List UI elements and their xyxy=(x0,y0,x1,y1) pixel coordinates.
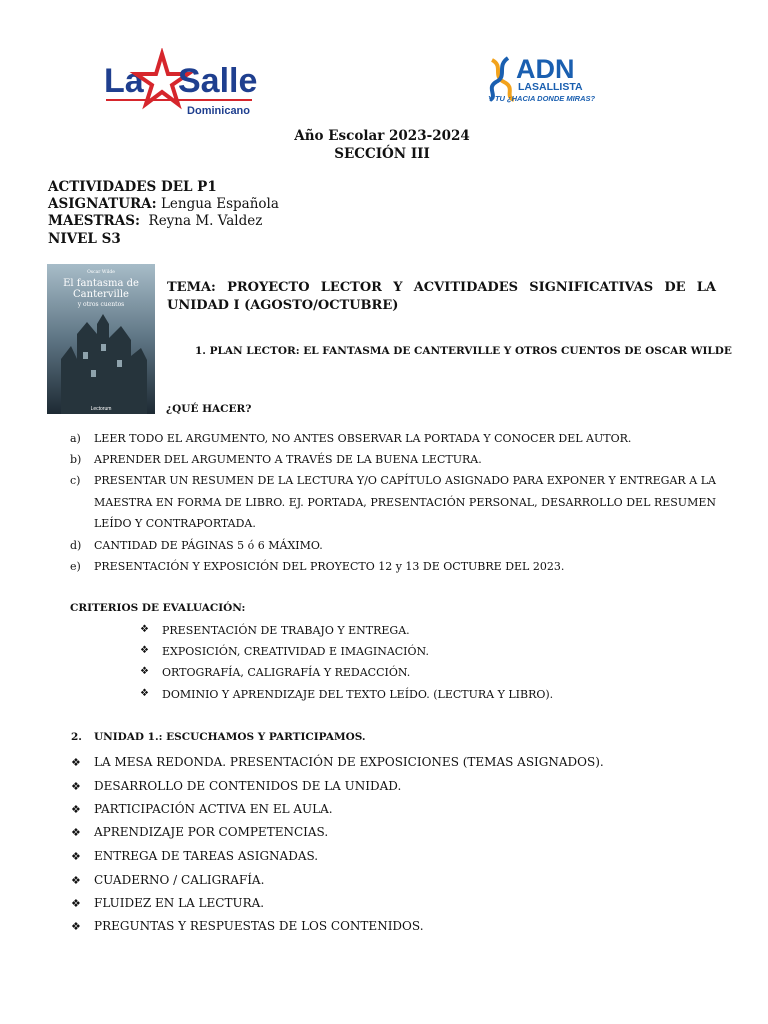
list-item-label: e) xyxy=(70,560,81,573)
unidad-item-text: DESARROLLO DE CONTENIDOS DE LA UNIDAD. xyxy=(94,779,402,793)
list-item-text: PRESENTAR UN RESUMEN DE LA LECTURA Y/O CAPÍTULO ASIGNADO PARA EXPONER Y ENTREGAR A LA MAESTRA EN FORMA DE LIBRO. EJ. PORTADA, PRESENTACIÓN PERSONAL, DESARROLLO DEL RESUMEN LEÍDO Y CONTRAPORTADA. xyxy=(94,474,716,530)
diamond-bullet-icon: ❖ xyxy=(71,826,81,839)
criterio-text: PRESENTACIÓN DE TRABAJO Y ENTREGA. xyxy=(162,624,410,637)
la-salle-logo-left: La xyxy=(104,62,144,100)
criterios-title: CRITERIOS DE EVALUACIÓN: xyxy=(70,602,246,614)
unidad-item-text: LA MESA REDONDA. PRESENTACIÓN DE EXPOSICIONES (TEMAS ASIGNADOS). xyxy=(94,755,604,769)
list-item-text: LEER TODO EL ARGUMENTO, NO ANTES OBSERVAR LA PORTADA Y CONOCER DEL AUTOR. xyxy=(94,432,632,445)
list-item-label: a) xyxy=(70,432,81,445)
list-item-text: CANTIDAD DE PÁGINAS 5 ó 6 MÁXIMO. xyxy=(94,539,323,552)
adn-logo-title: ADN xyxy=(516,54,575,84)
diamond-bullet-icon: ❖ xyxy=(140,688,149,699)
list-item-text: PRESENTACIÓN Y EXPOSICIÓN DEL PROYECTO 12 y 13 DE OCTUBRE DEL 2023. xyxy=(94,560,565,573)
unidad-number: 2. xyxy=(71,731,82,743)
adn-logo-sub: LASALLISTA xyxy=(518,81,583,93)
section-title: SECCIÓN III xyxy=(334,146,430,162)
unidad-item-text: CUADERNO / CALIGRAFÍA. xyxy=(94,873,265,887)
teachers-line xyxy=(48,213,262,229)
unidad-item-text: APRENDIZAJE POR COMPETENCIAS. xyxy=(94,825,329,839)
activities-title: ACTIVIDADES DEL P1 xyxy=(48,179,217,195)
cover-publisher: Lectorum xyxy=(90,406,112,412)
adn-lasallista-logo xyxy=(486,50,616,104)
diamond-bullet-icon: ❖ xyxy=(71,850,81,863)
list-item-text: APRENDER DEL ARGUMENTO A TRAVÉS DE LA BUENA LECTURA. xyxy=(94,453,482,466)
diamond-bullet-icon: ❖ xyxy=(71,874,81,887)
cover-title-line3: y otros cuentos xyxy=(77,301,125,308)
cover-title-line1: El fantasma de xyxy=(63,278,139,289)
diamond-bullet-icon: ❖ xyxy=(71,780,81,793)
diamond-bullet-icon: ❖ xyxy=(71,897,81,910)
tema-title: TEMA: PROYECTO LECTOR Y ACVITIDADES SIGNIFICATIVAS DE LA UNIDAD I (AGOSTO/OCTUBRE) xyxy=(167,280,716,313)
list-item-label: b) xyxy=(70,453,82,466)
cover-title-line2: Canterville xyxy=(73,289,129,300)
adn-logo-tagline: Y TU ¿HACIA DONDE MIRAS? xyxy=(488,94,596,103)
la-salle-logo-sub: Dominicano xyxy=(187,105,250,117)
la-salle-logo xyxy=(100,48,260,118)
criterio-text: EXPOSICIÓN, CREATIVIDAD E IMAGINACIÓN. xyxy=(162,645,429,658)
la-salle-logo-right: Salle xyxy=(178,62,258,100)
list-item-label: d) xyxy=(70,539,82,552)
unidad-item-text: FLUIDEZ EN LA LECTURA. xyxy=(94,896,265,910)
school-year: Año Escolar 2023-2024 xyxy=(294,128,470,144)
teachers-value: Reyna M. Valdez xyxy=(148,213,263,229)
book-cover-image xyxy=(47,264,155,414)
diamond-bullet-icon: ❖ xyxy=(140,624,149,635)
level-line: NIVEL S3 xyxy=(48,231,121,247)
diamond-bullet-icon: ❖ xyxy=(71,756,81,769)
diamond-bullet-icon: ❖ xyxy=(140,645,149,656)
diamond-bullet-icon: ❖ xyxy=(71,803,81,816)
unidad-title: UNIDAD 1.: ESCUCHAMOS Y PARTICIPAMOS. xyxy=(94,731,366,743)
list-item-label: c) xyxy=(70,474,81,487)
criterio-text: DOMINIO Y APRENDIZAJE DEL TEXTO LEÍDO. (LECTURA Y LIBRO). xyxy=(162,688,554,701)
unidad-item-text: ENTREGA DE TAREAS ASIGNADAS. xyxy=(94,849,319,863)
criterio-text: ORTOGRAFÍA, CALIGRAFÍA Y REDACCIÓN. xyxy=(162,666,411,679)
diamond-bullet-icon: ❖ xyxy=(140,666,149,677)
unidad-item-text: PARTICIPACIÓN ACTIVA EN EL AULA. xyxy=(94,802,333,816)
cover-author: Oscar Wilde xyxy=(87,270,115,275)
diamond-bullet-icon: ❖ xyxy=(71,920,81,933)
subject-value: Lengua Española xyxy=(160,196,279,212)
unidad-item-text: PREGUNTAS Y RESPUESTAS DE LOS CONTENIDOS. xyxy=(94,919,424,933)
subject-line xyxy=(48,196,279,212)
subject-label: ASIGNATURA: xyxy=(48,196,157,212)
que-hacer-title: ¿QUÉ HACER? xyxy=(166,403,252,415)
plan-lector-title: 1. PLAN LECTOR: EL FANTASMA DE CANTERVILLE Y OTROS CUENTOS DE OSCAR WILDE xyxy=(195,345,732,357)
teachers-label: MAESTRAS: xyxy=(48,213,140,229)
